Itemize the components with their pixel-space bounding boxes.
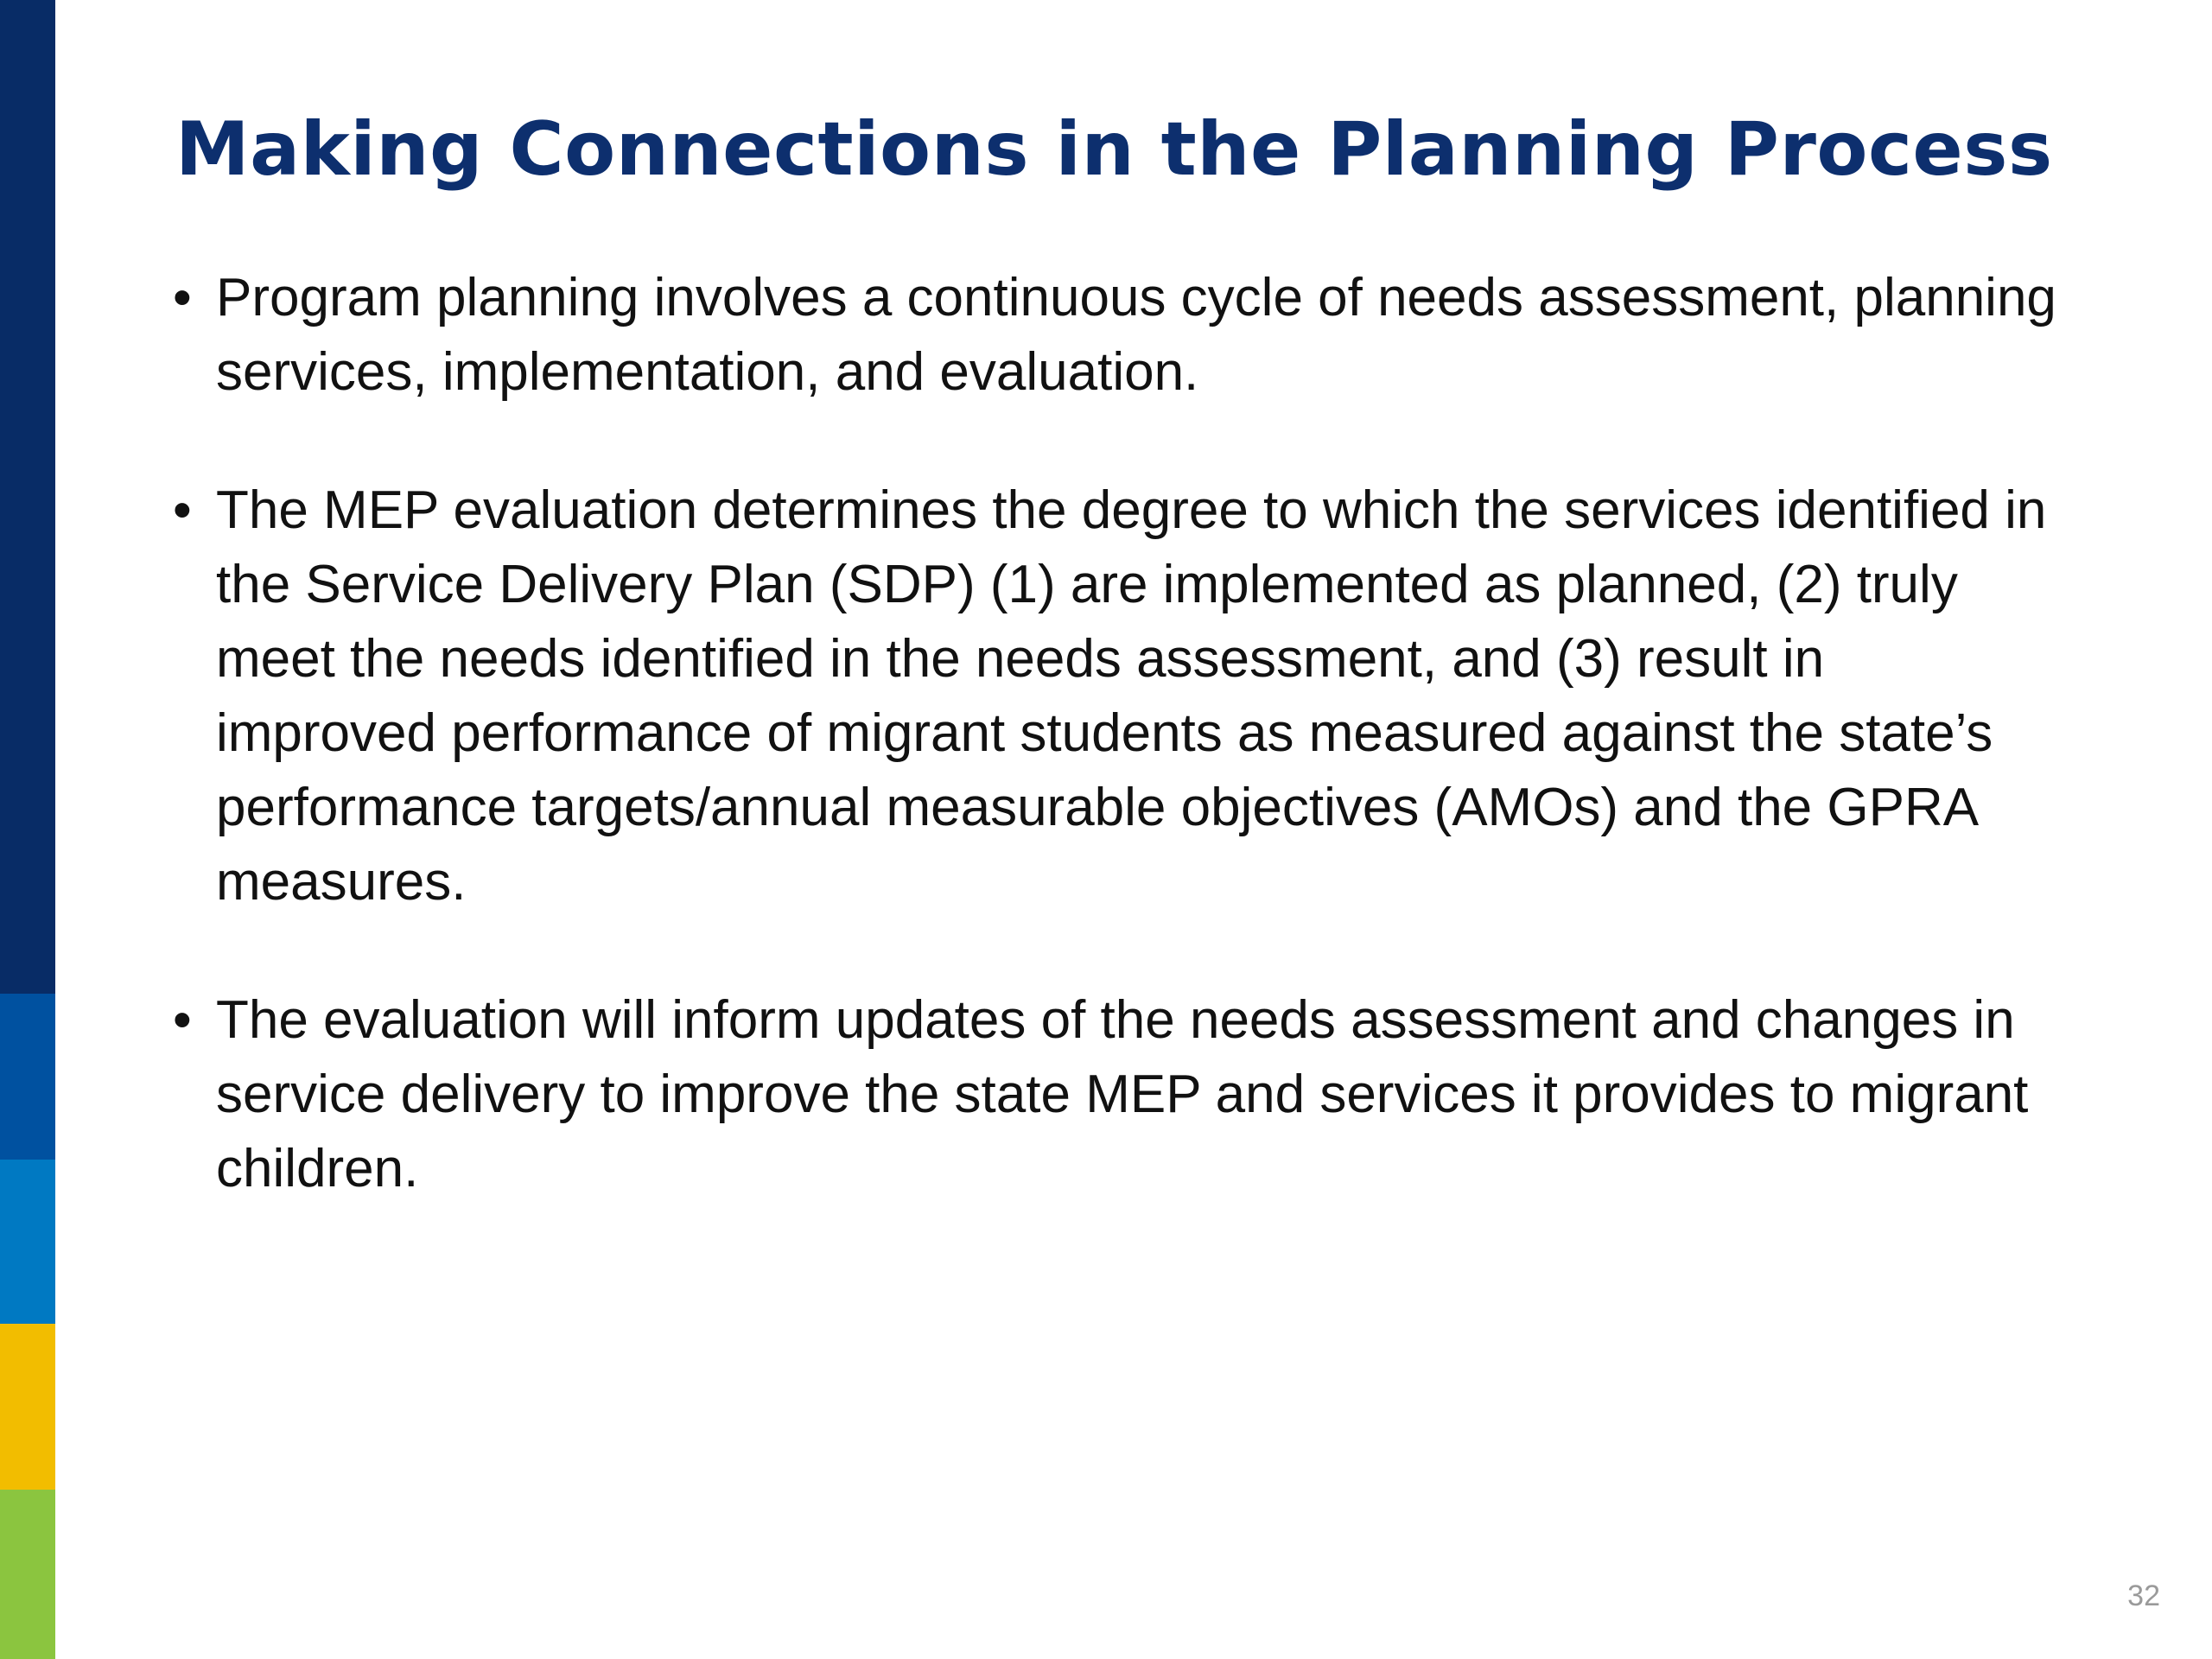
side-bar-navy-segment xyxy=(0,0,55,994)
side-bar-blue-segment xyxy=(0,994,55,1160)
slide-title: Making Connections in the Planning Process xyxy=(175,106,2053,193)
bullet-text: The evaluation will inform updates of the needs assessment and changes in service delivery to improve the state MEP and services it provides to migrant children. xyxy=(216,990,2029,1198)
side-color-bar xyxy=(0,0,55,1659)
bullet-item xyxy=(173,474,2056,919)
bullet-icon: • xyxy=(173,480,192,540)
bullet-text: Program planning involves a continuous cycle of needs assessment, planning services, implementation, and evaluation. xyxy=(216,268,2056,402)
bullet-item xyxy=(173,983,2056,1206)
side-bar-light-blue-segment xyxy=(0,1160,55,1324)
side-bar-yellow-segment xyxy=(0,1324,55,1490)
side-bar-green-segment xyxy=(0,1490,55,1659)
page-number: 32 xyxy=(2127,1580,2160,1612)
bullet-item xyxy=(173,261,2056,410)
bullet-icon: • xyxy=(173,268,192,327)
bullet-icon: • xyxy=(173,990,192,1050)
bullet-list xyxy=(173,261,2056,1270)
bullet-text: The MEP evaluation determines the degree to which the services identified in the Service Delivery Plan (SDP) (1) are implemented as planned, (2) truly meet the needs identified in the needs assessment, and (3) result in improved performance of migrant students as measured against the state’s performance targets/annual measurable objectives (AMOs) and the GPRA measures. xyxy=(216,480,2047,912)
